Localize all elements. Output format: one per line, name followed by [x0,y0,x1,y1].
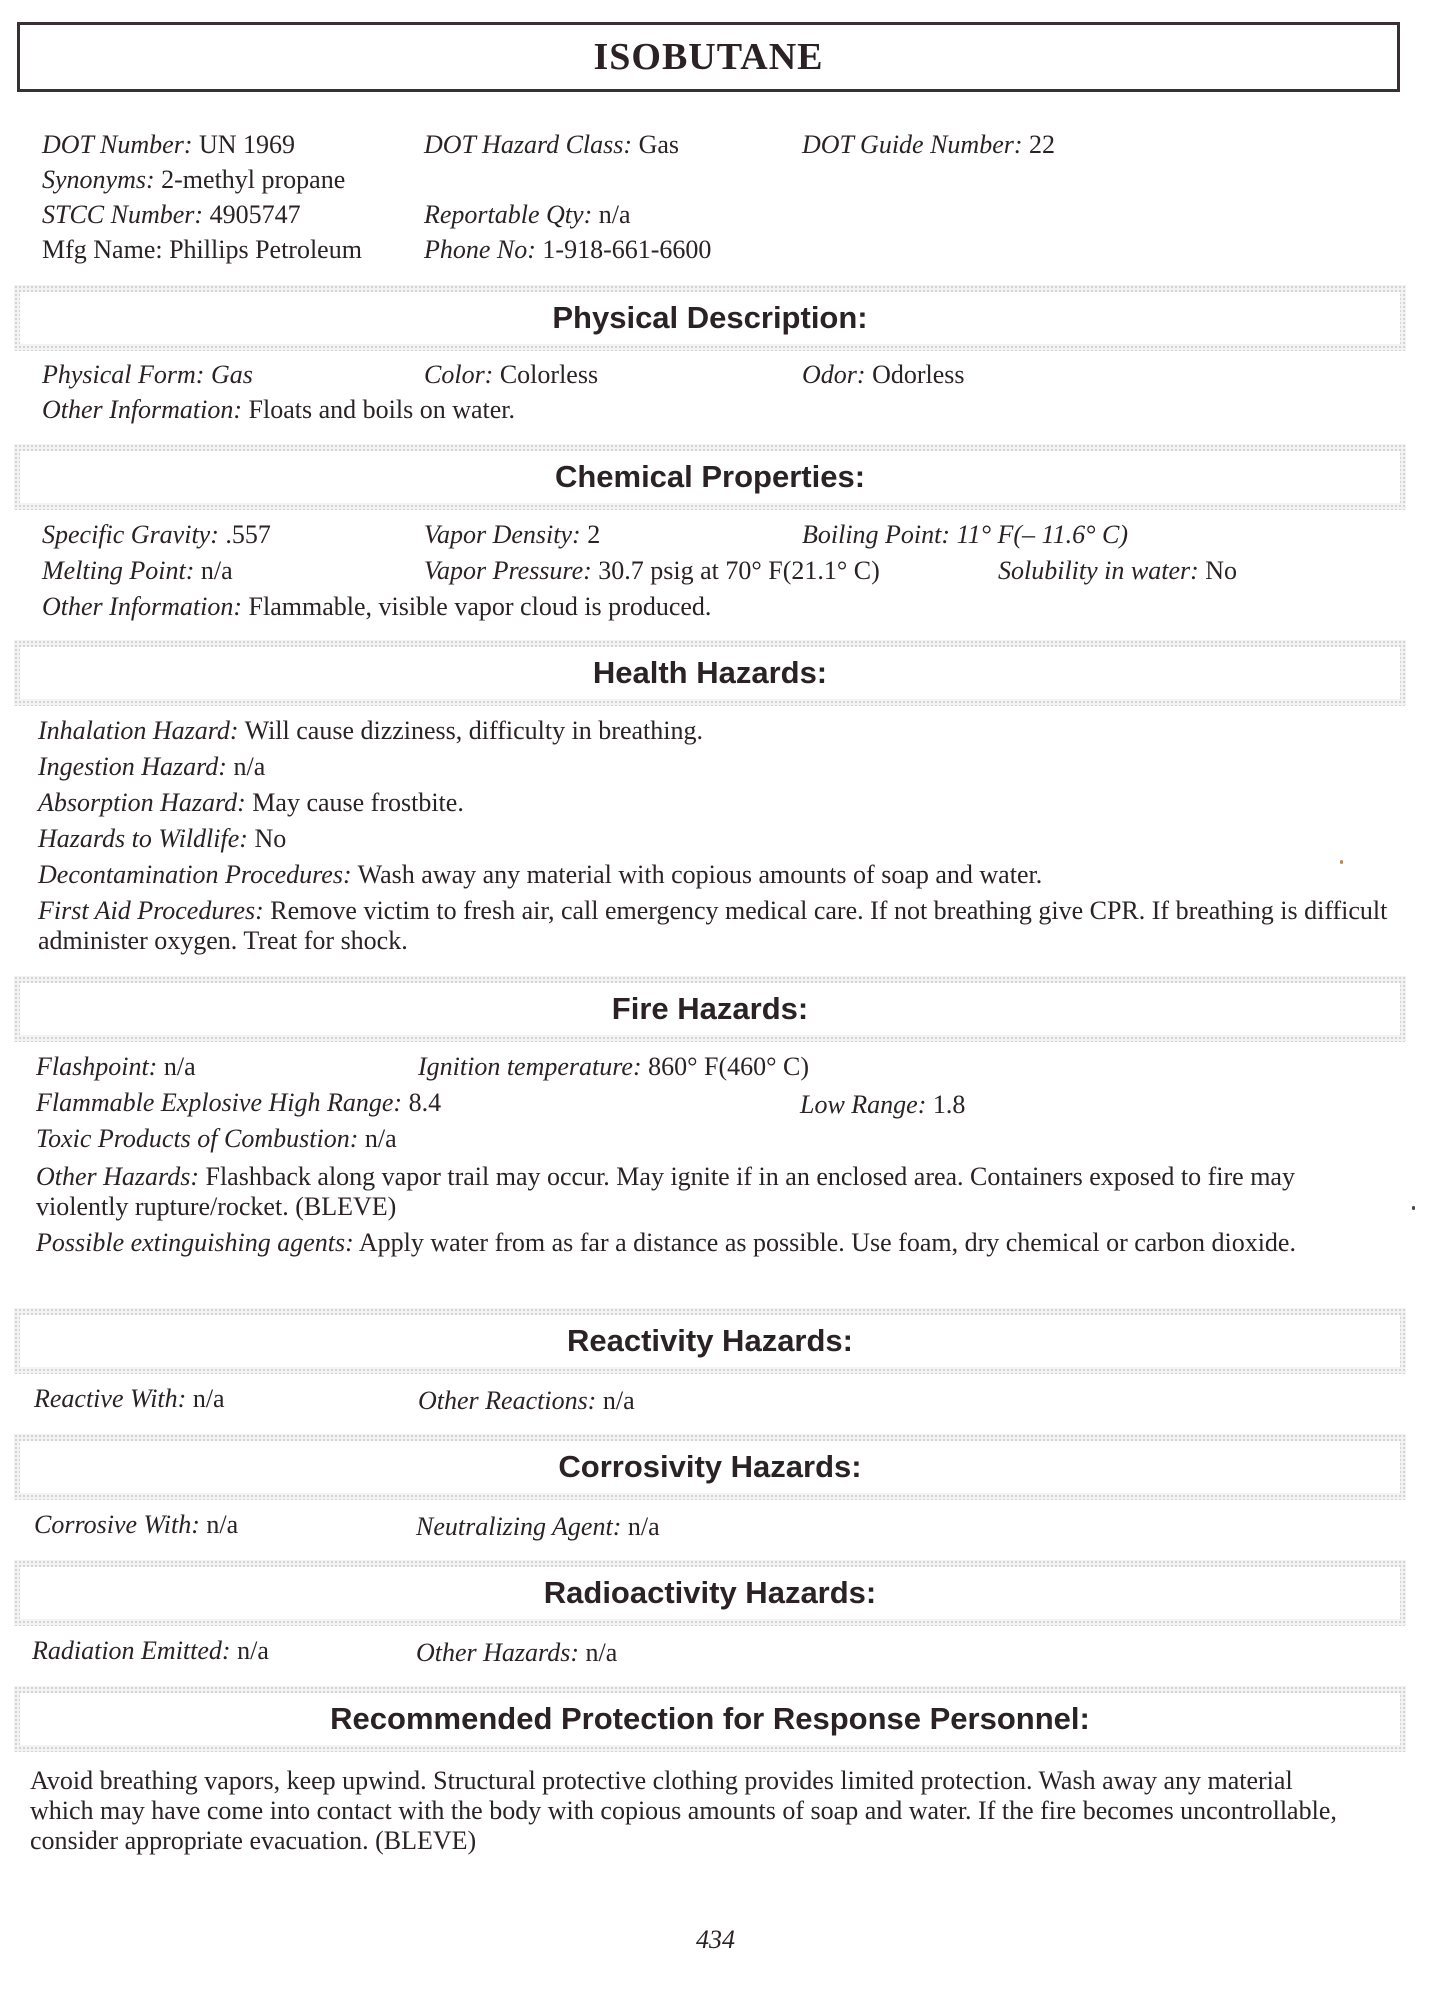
physical-form-field: Physical Form: Gas [42,360,253,389]
extinguishing-agents-field: Possible extinguishing agents: Apply water from as far a distance as possible. Use foam, dry chemical or carbon dioxide. [36,1228,1296,1257]
section-heading: Fire Hazards: [611,991,809,1026]
absorption-hazard-field: Absorption Hazard: May cause frostbite. [38,788,464,817]
section-radioactivity-hazards [14,1560,1406,1626]
specific-gravity-field: Specific Gravity: .557 [42,520,271,549]
dot-hazard-class-field: DOT Hazard Class: Gas [424,130,679,159]
section-corrosivity-hazards [14,1434,1406,1500]
protection-text: Avoid breathing vapors, keep upwind. Structural protective clothing provides limited protection. Wash away any material which may have come into contact with the body with copious amounts of soap and water. If the fire becomes uncontrollable, consider appropriate evacuation. (BLEVE) [30,1766,1337,1855]
neutralizing-agent-field: Neutralizing Agent: n/a [416,1512,660,1541]
physical-other-info-field: Other Information: Floats and boils on water. [42,395,516,424]
solubility-field: Solubility in water: No [998,556,1238,585]
reportable-qty-field: Reportable Qty: n/a [424,200,631,229]
section-heading: Chemical Properties: [554,459,866,494]
section-heading: Radioactivity Hazards: [543,1575,877,1610]
low-range-field: Low Range: 1.8 [800,1090,966,1119]
section-heading: Corrosivity Hazards: [558,1449,862,1484]
ingestion-hazard-field: Ingestion Hazard: n/a [38,752,266,781]
radiation-emitted-field: Radiation Emitted: n/a [32,1636,269,1665]
toxic-products-field: Toxic Products of Combustion: n/a [36,1124,397,1153]
mfg-name-field: Mfg Name: Phillips Petroleum [42,235,362,264]
section-physical-description [14,285,1406,351]
section-chemical-properties [14,444,1406,510]
vapor-pressure-field: Vapor Pressure: 30.7 psig at 70° F(21.1° C) [424,556,880,585]
flashpoint-field: Flashpoint: n/a [36,1052,196,1081]
document-title: ISOBUTANE [593,36,824,78]
reactive-with-field: Reactive With: n/a [34,1384,225,1413]
section-heading: Reactivity Hazards: [566,1323,853,1358]
stcc-number-field: STCC Number: 4905747 [42,200,301,229]
wildlife-hazard-field: Hazards to Wildlife: No [38,824,287,853]
high-range-field: Flammable Explosive High Range: 8.4 [36,1088,442,1117]
section-fire-hazards [14,976,1406,1042]
fire-other-hazards-field: Other Hazards: Flashback along vapor trail may occur. May ignite if in an enclosed area. Containers exposed to fire may violently rupture/rocket. (BLEVE) [36,1162,1295,1221]
melting-point-field: Melting Point: n/a [42,556,233,585]
ignition-temperature-field: Ignition temperature: 860° F(460° C) [418,1052,810,1081]
section-heading: Health Hazards: [592,655,828,690]
phone-number-field: Phone No: 1-918-661-6600 [424,235,712,264]
section-heading: Physical Description: [552,300,868,335]
radioactivity-other-hazards-field: Other Hazards: n/a [416,1638,618,1667]
color-field: Color: Colorless [424,360,599,389]
decontamination-field: Decontamination Procedures: Wash away any material with copious amounts of soap and water. [38,860,1043,889]
first-aid-field: First Aid Procedures: Remove victim to fresh air, call emergency medical care. If not breathing give CPR. If breathing is difficult administer oxygen. Treat for shock. [38,896,1388,955]
odor-field: Odor: Odorless [802,360,965,389]
section-recommended-protection [14,1686,1406,1752]
section-heading: Recommended Protection for Response Personnel: [330,1701,1090,1736]
dot-guide-number-field: DOT Guide Number: 22 [802,130,1056,159]
dot-number-field: DOT Number: UN 1969 [42,130,296,159]
synonyms-field: Synonyms: 2-methyl propane [42,165,346,194]
other-reactions-field: Other Reactions: n/a [418,1386,635,1415]
section-reactivity-hazards [14,1308,1406,1374]
page-number: 434 [696,1925,735,1954]
section-health-hazards [14,640,1406,706]
corrosive-with-field: Corrosive With: n/a [34,1510,239,1539]
scan-speck [1340,860,1343,864]
vapor-density-field: Vapor Density: 2 [424,520,601,549]
chemical-other-info-field: Other Information: Flammable, visible vapor cloud is produced. [42,592,712,621]
scan-speck [1412,1206,1415,1210]
title-box [17,22,1400,92]
inhalation-hazard-field: Inhalation Hazard: Will cause dizziness, difficulty in breathing. [38,716,703,745]
boiling-point-field: Boiling Point: 11° F(– 11.6° C) [802,520,1129,549]
